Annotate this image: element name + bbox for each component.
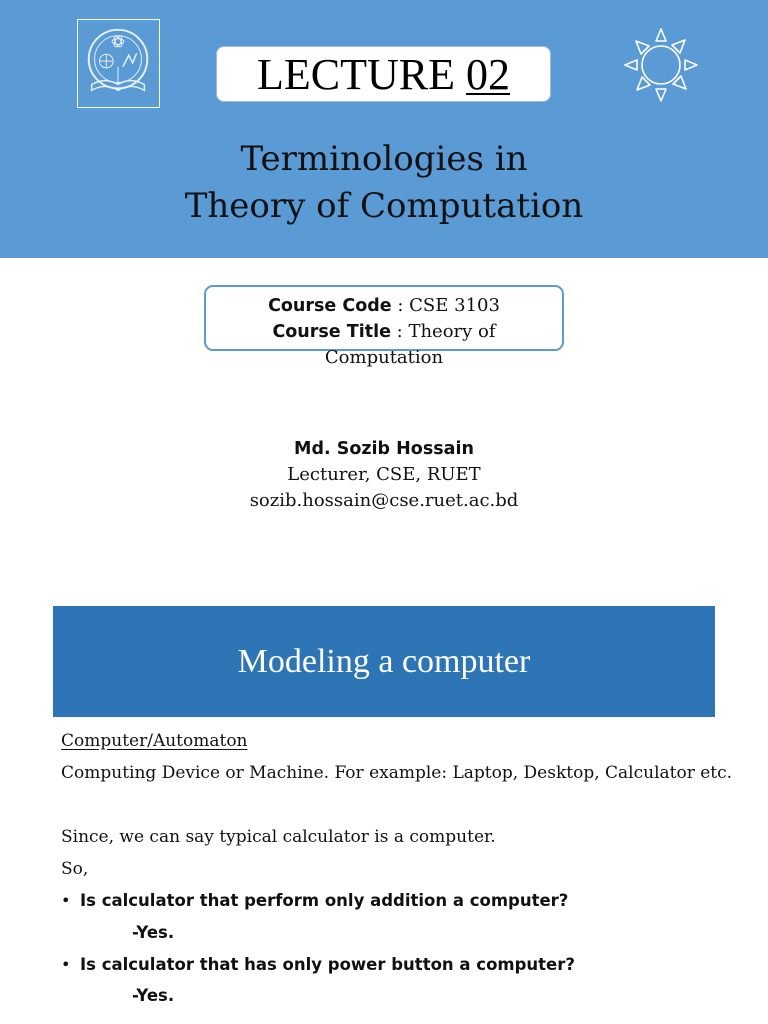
lecture-label: LECTURE (257, 50, 455, 99)
list-item (61, 891, 568, 911)
title-line-2: Theory of Computation (184, 186, 584, 226)
author-block (0, 436, 768, 514)
list-item (61, 955, 575, 975)
lecture-number: 02 (465, 50, 510, 99)
course-title-continuation: Computation (324, 347, 444, 368)
author-name: Md. Sozib Hossain (294, 439, 474, 459)
lecture-title (0, 136, 768, 230)
course-info (204, 293, 564, 371)
course-title-row (204, 319, 564, 345)
term-definition: Computing Device or Machine. For example: Laptop, Desktop, Calculator etc. (61, 763, 733, 783)
bullet-icon: • (61, 891, 71, 910)
course-code-value: : CSE 3103 (391, 295, 500, 316)
course-title-value: : Theory of (390, 321, 496, 342)
question-text: Is calculator that has only power button a computer? (80, 955, 575, 974)
course-code-label: Course Code (268, 296, 392, 316)
author-position: Lecturer, CSE, RUET (287, 464, 481, 485)
answer-text: -Yes. (132, 923, 175, 942)
section-title: Modeling a computer (237, 643, 531, 680)
question-text: Is calculator that perform only addition a computer? (80, 891, 569, 910)
statement-text: Since, we can say typical calculator is a computer. (61, 827, 496, 847)
sun-icon (620, 24, 702, 106)
university-logo-icon (77, 19, 160, 108)
author-email: sozib.hossain@cse.ruet.ac.bd (249, 490, 519, 511)
course-title-label: Course Title (272, 322, 391, 342)
course-code-row (204, 293, 564, 319)
so-text: So, (61, 859, 89, 879)
bullet-icon: • (61, 955, 71, 974)
title-line-1: Terminologies in (240, 139, 528, 179)
term-heading: Computer/Automaton (61, 731, 248, 751)
lecture-number-box (216, 46, 551, 102)
answer-text: -Yes. (132, 986, 175, 1005)
